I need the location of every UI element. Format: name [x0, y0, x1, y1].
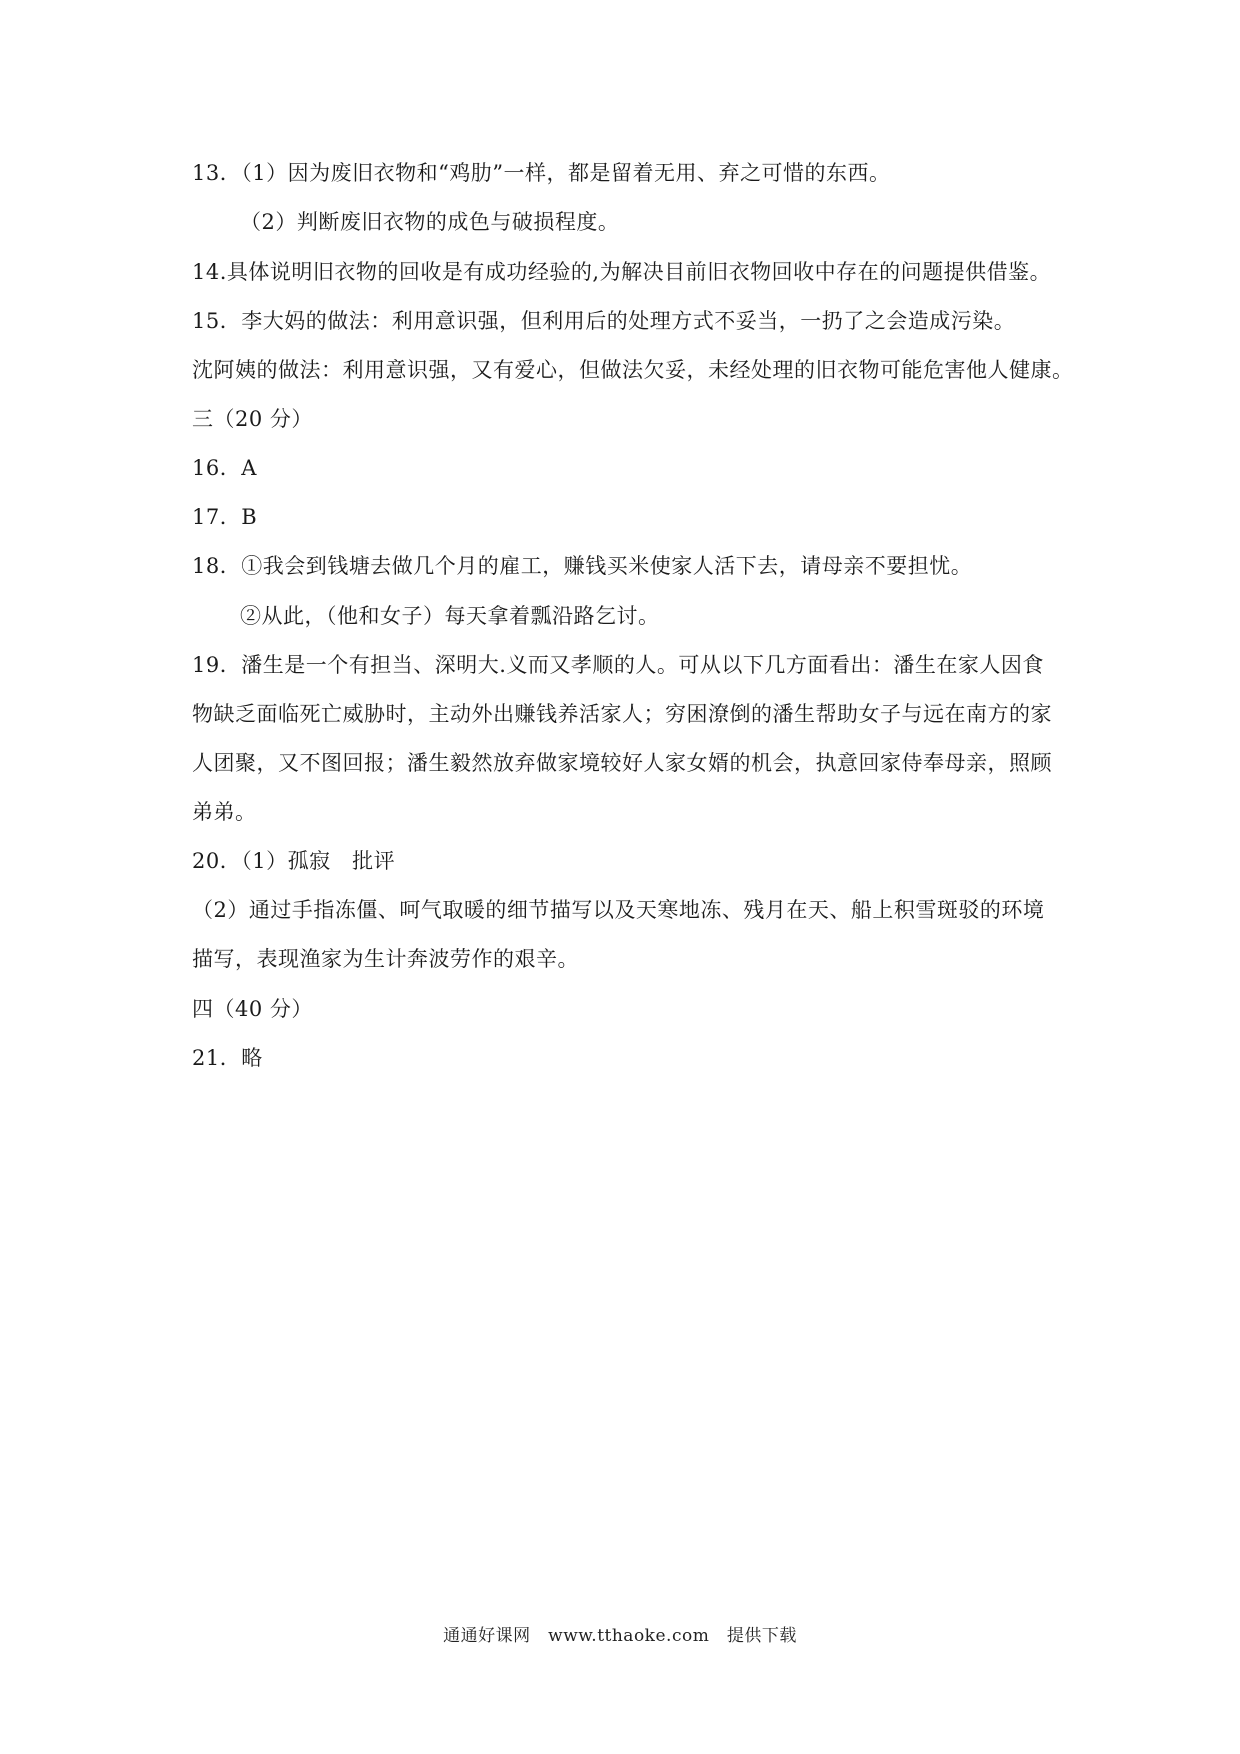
- answer-17: 17．B: [192, 505, 258, 529]
- answer-14: 14.具体说明旧衣物的回收是有成功经验的,为解决目前旧衣物回收中存在的问题提供借鉴。: [192, 260, 1052, 284]
- answer-21: 21．略: [192, 1046, 263, 1070]
- section-four-heading: 四（40 分）: [192, 997, 313, 1021]
- answer-19-line1: 19．潘生是一个有担当、深明大.义而又孝顺的人。可从以下几方面看出：潘生在家人因食: [192, 653, 1044, 677]
- footer-source: 通通好课网 www.tthaoke.com 提供下载: [443, 1626, 797, 1646]
- answer-16: 16．A: [192, 456, 257, 480]
- answer-15-part2: 沈阿姨的做法：利用意识强，又有爱心，但做法欠妥，未经处理的旧衣物可能危害他人健康。: [192, 358, 1074, 382]
- answer-19-line3: 人团聚，又不图回报；潘生毅然放弃做家境较好人家女婿的机会，执意回家侍奉母亲，照顾: [192, 751, 1052, 775]
- section-three-heading: 三（20 分）: [192, 407, 313, 431]
- answer-13-part1: 13．（1）因为废旧衣物和“鸡肋”一样，都是留着无用、弃之可惜的东西。: [192, 161, 891, 185]
- answer-19-line4: 弟弟。: [192, 800, 257, 824]
- answer-15-part1: 15．李大妈的做法：利用意识强，但利用后的处理方式不妥当，一扔了之会造成污染。: [192, 309, 1016, 333]
- answer-20-part1: 20．（1）孤寂 批评: [192, 849, 396, 873]
- answer-13-part2: （2）判断废旧衣物的成色与破损程度。: [240, 210, 620, 234]
- answer-18-part2: ②从此，（他和女子）每天拿着瓢沿路乞讨。: [240, 604, 660, 628]
- answer-19-line2: 物缺乏面临死亡威胁时，主动外出赚钱养活家人；穷困潦倒的潘生帮助女子与远在南方的家: [192, 702, 1052, 726]
- answer-20-part2-line2: 描写，表现渔家为生计奔波劳作的艰辛。: [192, 947, 579, 971]
- answer-20-part2-line1: （2）通过手指冻僵、呵气取暖的细节描写以及天寒地冻、残月在天、船上积雪斑驳的环境: [192, 898, 1045, 922]
- answer-18-part1: 18．①我会到钱塘去做几个月的雇工，赚钱买米使家人活下去，请母亲不要担忧。: [192, 554, 973, 578]
